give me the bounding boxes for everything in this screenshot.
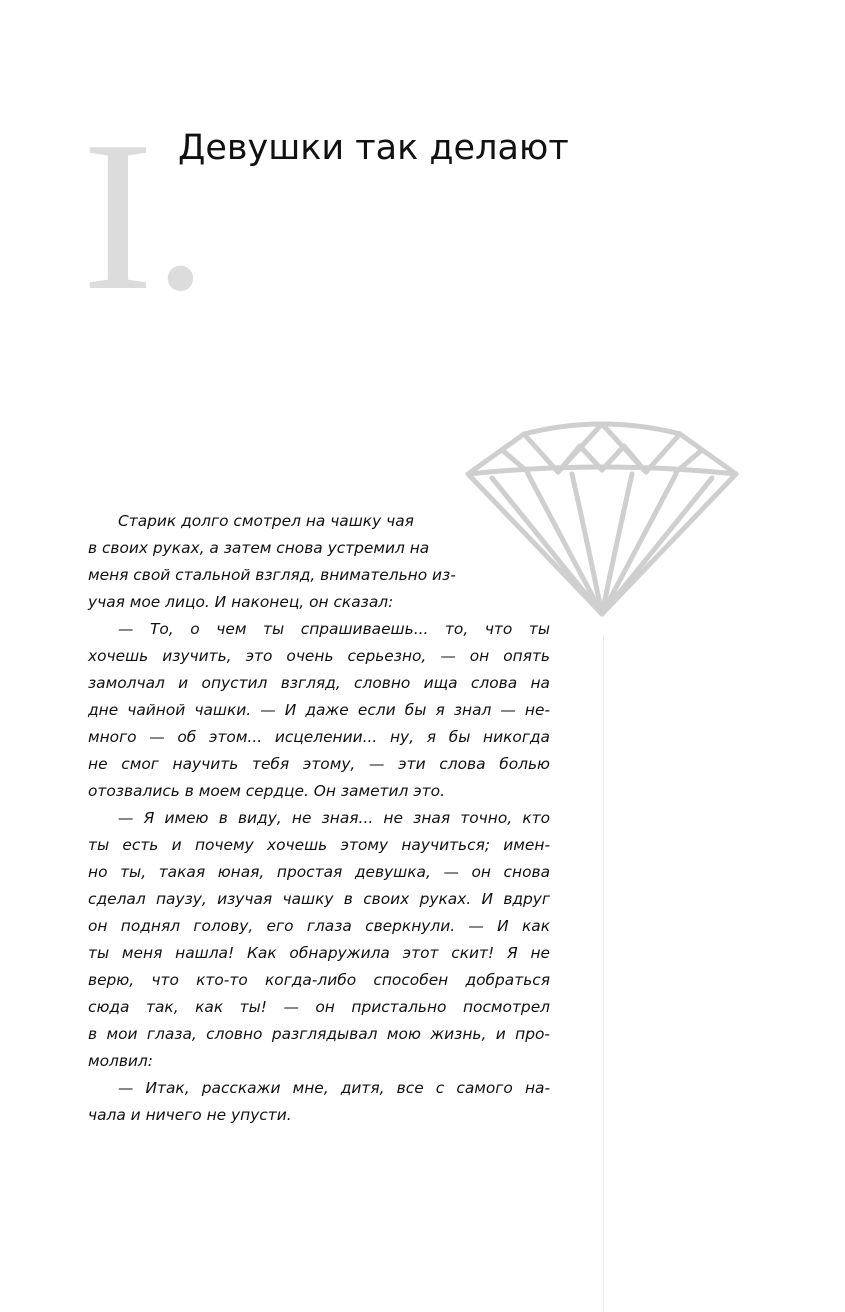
body-text bbox=[88, 508, 550, 1129]
text-line: он поднял голову, его глаза сверкнули. — И как bbox=[88, 917, 550, 935]
chapter-numeral: I. bbox=[82, 96, 208, 335]
text-line: хочешь изучить, это очень серьезно, — он опять bbox=[88, 647, 550, 665]
text-line: ты меня нашла! Как обнаружила этот скит! Я не bbox=[88, 944, 550, 962]
text-line: — Я имею в виду, не зная... не зная точно, кто bbox=[118, 809, 550, 827]
text-line: учая мое лицо. И наконец, он сказал: bbox=[88, 593, 394, 611]
text-line: не смог научить тебя этому, — эти слова болью bbox=[88, 755, 550, 773]
text-line: отозвались в моем сердце. Он заметил это. bbox=[88, 782, 445, 800]
text-line: но ты, такая юная, простая девушка, — он снова bbox=[88, 863, 550, 881]
text-line: верю, что кто-то когда-либо способен добраться bbox=[88, 971, 550, 989]
text-line: ты есть и почему хочешь этому научиться; имен- bbox=[88, 836, 550, 854]
text-line: сделал паузу, изучая чашку в своих руках. И вдруг bbox=[88, 890, 550, 908]
chapter-title: Девушки так делают bbox=[178, 128, 569, 168]
text-line: — Итак, расскажи мне, дитя, все с самого на- bbox=[118, 1079, 550, 1097]
text-line: много — об этом... исцелении... ну, я бы никогда bbox=[88, 728, 550, 746]
text-line: чала и ничего не упусти. bbox=[88, 1106, 292, 1124]
text-line: замолчал и опустил взгляд, словно ища слова на bbox=[88, 674, 550, 692]
text-line: — То, о чем ты спрашиваешь... то, что ты bbox=[118, 620, 550, 638]
text-line: молвил: bbox=[88, 1052, 153, 1070]
text-line: дне чайной чашки. — И даже если бы я знал — не- bbox=[88, 701, 550, 719]
text-line: в мои глаза, словно разглядывал мою жизнь, и про- bbox=[88, 1025, 550, 1043]
text-line: меня свой стальной взгляд, внимательно из- bbox=[88, 566, 456, 584]
text-line: Старик долго смотрел на чашку чая bbox=[118, 512, 414, 530]
text-line: сюда так, как ты! — он пристально посмотрел bbox=[88, 998, 550, 1016]
text-line: в своих руках, а затем снова устремил на bbox=[88, 539, 430, 557]
margin-rule bbox=[603, 636, 604, 1312]
